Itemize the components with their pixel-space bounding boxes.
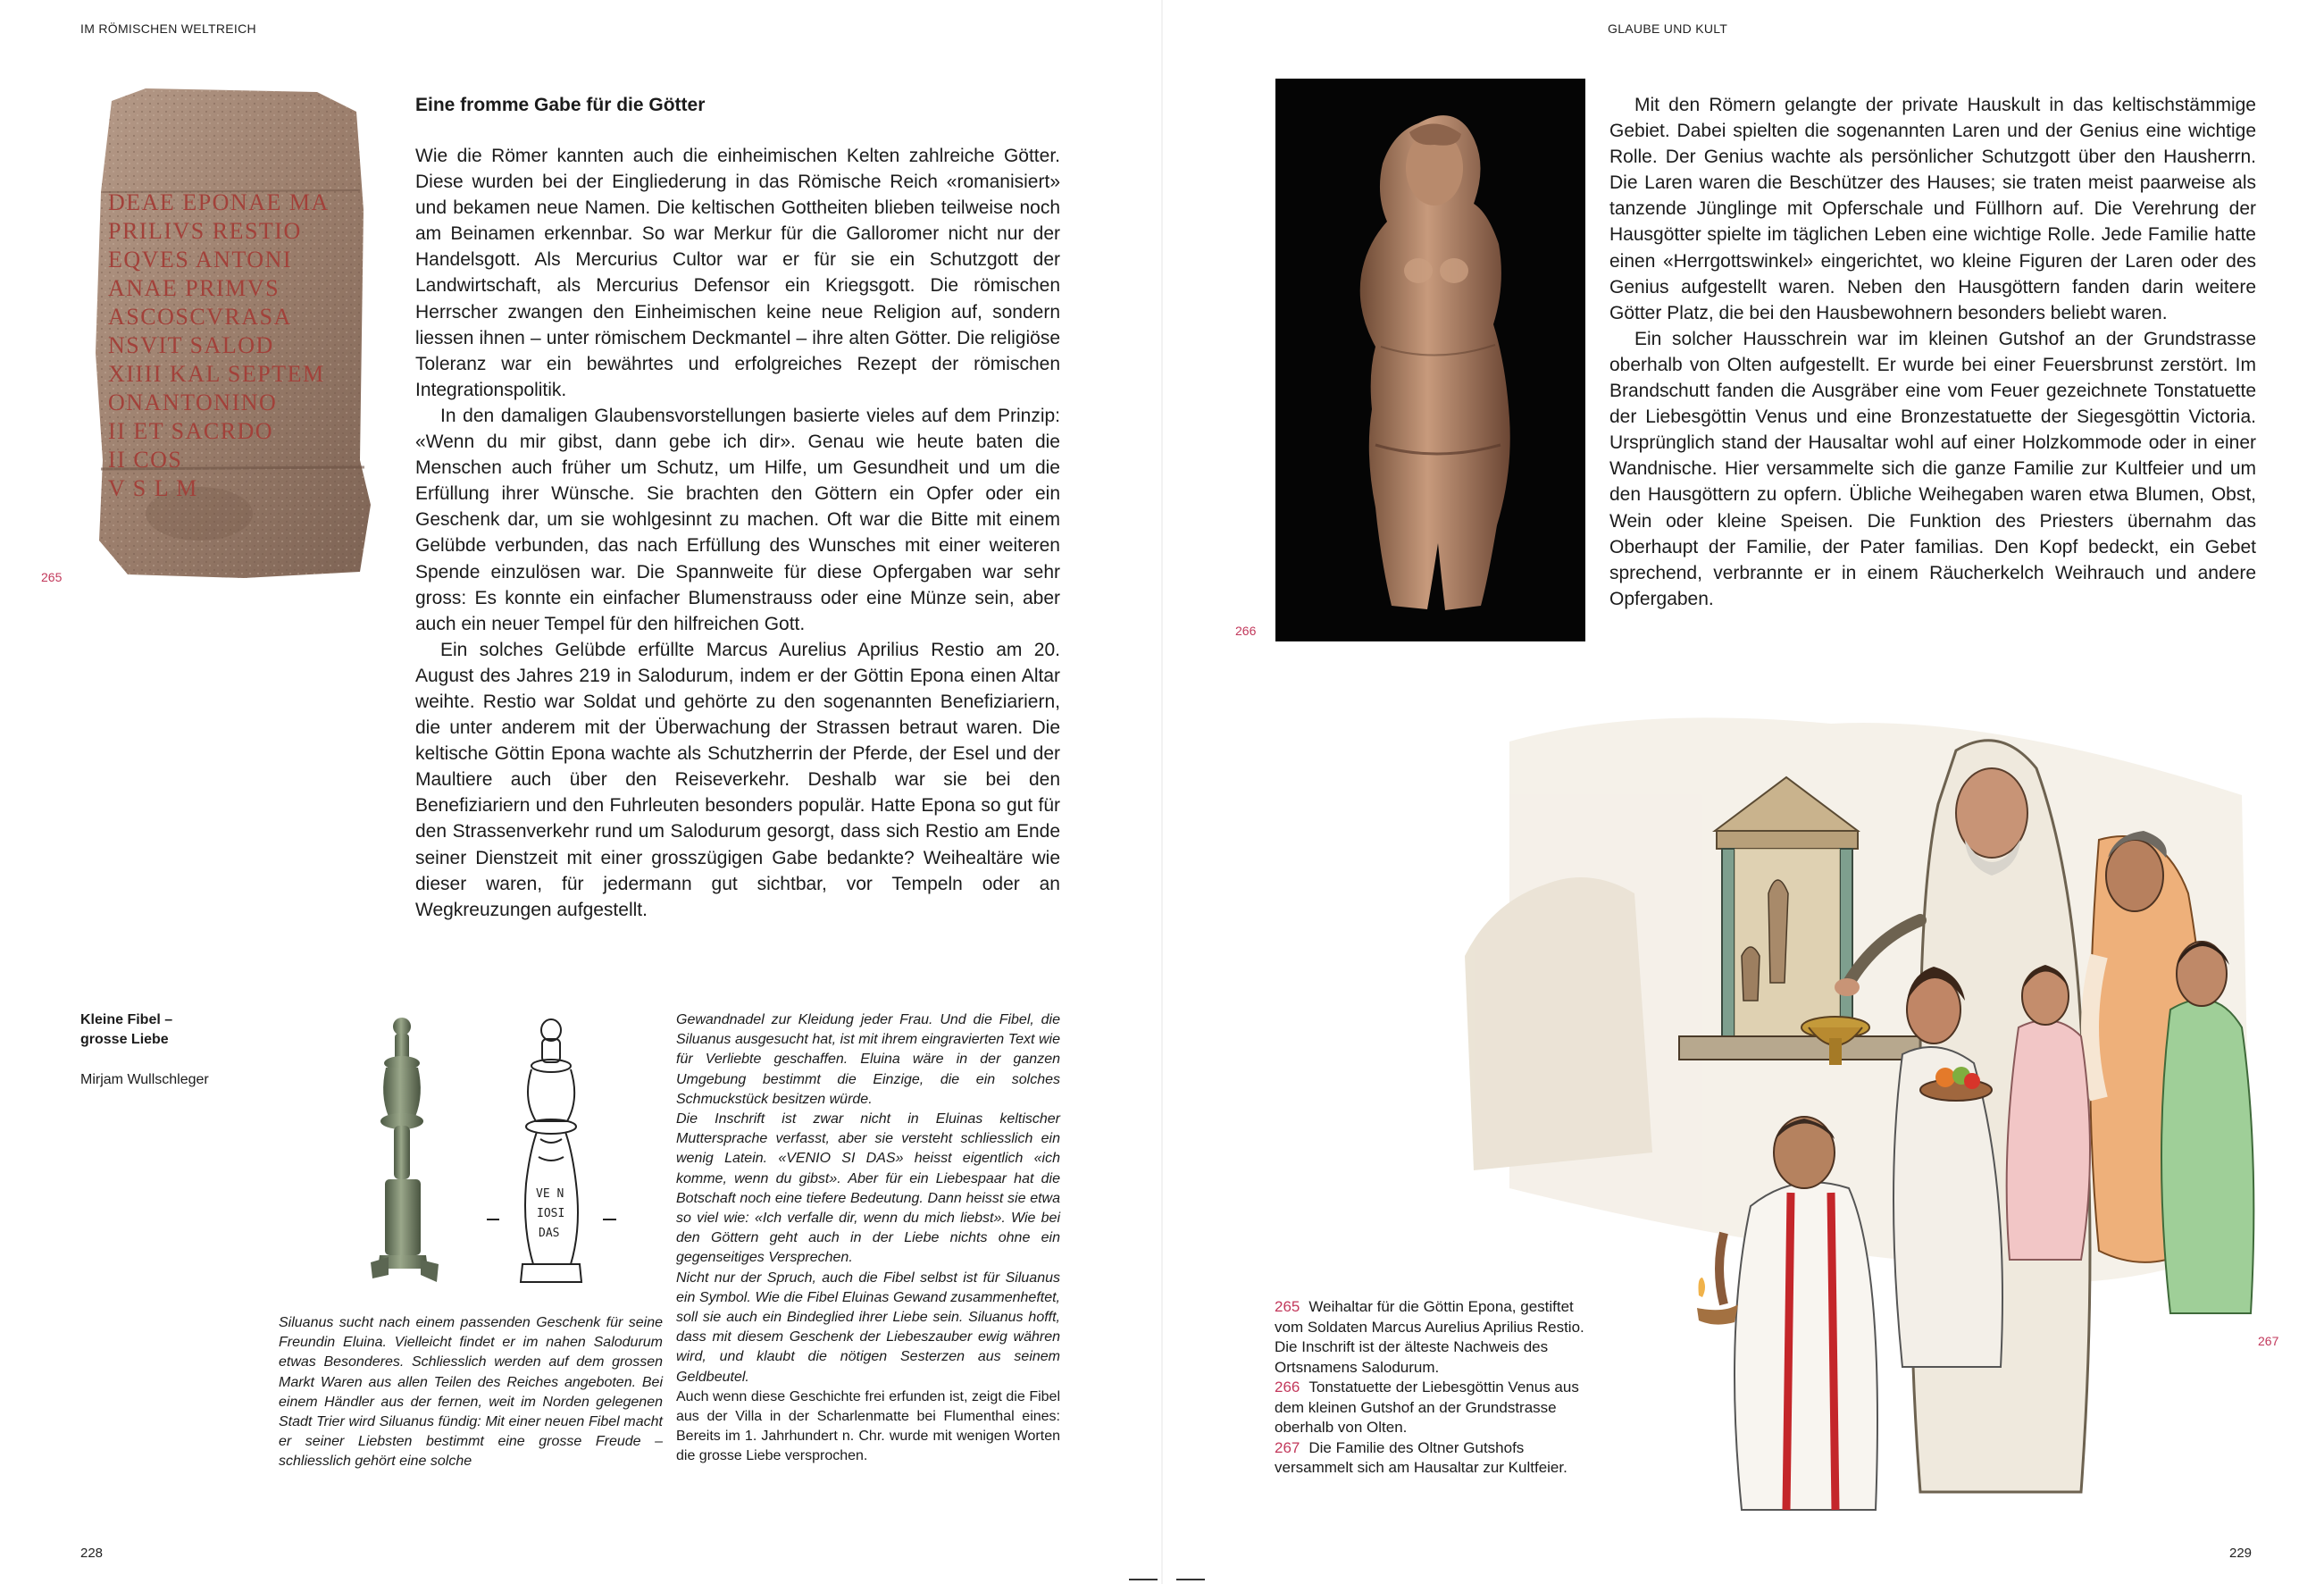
story-paragraph: Die Inschrift ist zwar nicht in Eluinas keltischer Muttersprache verfasst, aber sie versteht schliesslich ein wenig Latein. «VENIO SI DAS» heisst eigentlich «ich komme, wenn du gibst». Aber für ein Liebespaar hat die Botschaft noch eine tiefere Bedeutung. Dann heisst sie etwa so viel wie: «Ich verfalle dir, wenn du mich liebst». Wie bei den Göttern geht auch in der Liebe nichts ohne ein gegenseitiges Versprechen. <box>676 1111 1060 1266</box>
page-number-left: 228 <box>80 1546 104 1561</box>
altar-line: II ET SACRDO <box>108 418 274 444</box>
altar-stone-image <box>92 85 371 581</box>
story-paragraph: Siluanus sucht nach einem passenden Geschenk für seine Freundin Eluina. Vielleicht findet er im nahen Salodurum etwas Besonderes. Schliesslich werden auf dem grossen Markt Waren aus allen Teilen des Reiches angeboten. Bei einem Händler aus der fernen, weit im Norden gelegenen Stadt Trier wird Siluanus fündig: Mit einer neuen Fibel macht er seiner Liebsten bestimmt eine grosse Freude – schliesslich gehört eine solche <box>279 1315 663 1470</box>
paragraph: Ein solches Gelübde erfüllte Marcus Aurelius Aprilius Restio am 20. August des Jahres 219 in Salodurum, indem er der Göttin Epona einen Altar weihte. Restio war Soldat und gehörte zu den sogenannten Benefiziariern, die unter anderem mit der Überwachung der Strassen betraut waren. Die keltische Göttin Epona wachte als Schutzherrin der Pferde, der Esel und der Maultiere auch über den Reiseverkehr. Deshalb war sie bei den Benefiziariern und den Fuhrleuten besonders populär. Hatte Epona so gut für den Strassenverkehr rund um Salodurum gesorgt, dass sich Restio am Ende seiner Dienstzeit mit einer grosszügigen Gabe bedankte? Weihealtäre wie dieser waren, für jedermann gut sichtbar, vor Tempeln oder an Wegkreuzungen aufgestellt. <box>415 639 1060 920</box>
paragraph: In den damaligen Glaubensvorstellungen basierte vieles auf dem Prinzip: «Wenn du mir gibst, dann gebe ich dir». Genau wie heute baten die Menschen auch früher um Schutz, um Hilfe, um Gesundheit und um die Erfüllung ihrer Wünsche. Sie brachten den Göttern ein Opfer oder ein Geschenk dar, um sie wohlgesinnt zu machen. Oft war die Bitte mit einem Gelübde verbunden, das nach Erfüllung des Wunsches mit einer weiteren Spende einzulösen war. Die Spannweite für diese Opfergaben war sehr gross: Es konnte ein einfacher Blumenstrauss oder eine Münze sein, aber auch ein neuer Tempel für den hilfreichen Gott. <box>415 405 1060 634</box>
inscription-line: DAS <box>539 1227 560 1240</box>
running-head-right: GLAUBE UND KULT <box>1608 21 1728 36</box>
paragraph: Ein solcher Hausschrein war im kleinen Gutshof an der Grundstrasse oberhalb von Olten aufgestellt. Er wurde bei einer Feuersbrunst zerstört. Im Brandschutt fanden die Ausgräber eine vom Feuer gezeichnete Tonstatuette der Liebesgöttin Venus und eine Bronzestatuette der Siegesgöttin Victoria. Ursprünglich stand der Hausaltar wohl auf einer Holzkommode oder in einer Wandnische. Hier versammelte sich die ganze Familie zur Kultfeier und um den Hausgöttern zu opfern. Übliche Weihegaben waren etwa Blumen, Obst, Wein oder kleine Speisen. Die Funktion des Priesters übernahm das Oberhaupt der Familie, der Pater familias. Den Kopf bedeckt, ein Gebet sprechend, verbrannte er in einem Räucherkelch Weihrauch und andere Opfergaben. <box>1609 328 2256 609</box>
sidebar-title <box>80 1010 172 1050</box>
altar-line: EQVES ANTONI <box>108 247 293 272</box>
figure-number-265: 265 <box>41 570 63 584</box>
figure-number-267: 267 <box>2258 1334 2279 1348</box>
altar-line: ONANTONINO <box>108 390 278 415</box>
crop-mark <box>1176 1579 1205 1580</box>
paragraph: Mit den Römern gelangte der private Hauskult in das keltischstämmige Gebiet. Dabei spielten die sogenannten Laren und der Genius eine wichtige Rolle. Der Genius wachte als persönlicher Schutzgott über den Hausherrn. Die Laren waren die Beschützer des Hauses; sie traten meist paarweise als tanzende Jünglinge mit Opferschale und Füllhorn auf. Die Verehrung der Hausgötter spielte im täglichen Leben eine wichtige Rolle. Jede Familie hatte einen «Herrgottswinkel» eingerichtet, wo kleine Figuren der Laren oder des Genius aufgestellt waren. Neben den Hausgöttern fanden darin weitere Götter Platz, die bei den Hausbewohnern besonders beliebt waren. <box>1609 95 2256 323</box>
altar-line: ANAE PRIMVS <box>108 275 280 301</box>
inscription-line: VE N <box>536 1187 564 1201</box>
sidebar-story-col2 <box>676 1010 1060 1467</box>
sidebar-title-line: grosse Liebe <box>80 1032 169 1047</box>
altar-line: XIIII KAL SEPTEM <box>108 361 325 387</box>
venus-statuette-image <box>1275 79 1585 641</box>
caption-number: 267 <box>1275 1438 1300 1456</box>
altar-line: V S L M <box>108 475 198 501</box>
caption-266 <box>1275 1378 1596 1438</box>
sidebar-story-col1 <box>279 1313 663 1472</box>
sidebar-title-line: Kleine Fibel – <box>80 1012 173 1027</box>
altar-line: NSVIT SALOD <box>108 332 274 358</box>
figure-number-266: 266 <box>1235 624 1257 638</box>
fibula-drawing <box>487 1014 616 1300</box>
figure-captions <box>1275 1297 1596 1479</box>
caption-text: Weihaltar für die Göttin Epona, gestiftet vom Soldaten Marcus Aurelius Aprilius Restio. Die Inschrift ist der älteste Nachweis des Ortsnamens Salodurum. <box>1275 1298 1584 1376</box>
crop-mark <box>1129 1579 1158 1580</box>
paragraph: Wie die Römer kannten auch die einheimischen Kelten zahlreiche Götter. Diese wurden bei der Eingliederung in das Römische Reich «romanisiert» und bekamen neue Namen. Die keltischen Gottheiten blieben teilweise noch am Beinamen erkennbar. So war Merkur für die Galloromer nicht nur der Handelsgott. Als Mercurius Cultor war er für sie ein Schutzgott der Landwirtschaft, als Mercurius Defensor ein Kriegsgott. Die römischen Herrscher zwangen den Einheimischen keine neue Religion auf, sondern liessen ihnen – unter römischem Deckmantel – ihre alten Götter. Die religiöse Toleranz war ein bewährtes und erfolgreiches Rezept der römischen Integrationspolitik. <box>415 146 1060 400</box>
altar-line: ASCOSCVRASA <box>108 304 292 330</box>
altar-line: DEAE EPONAE MA <box>108 189 330 215</box>
story-paragraph: Nicht nur der Spruch, auch die Fibel selbst ist für Siluanus ein Symbol. Wie die Fibel Eluinas Gewand zusammenheftet, soll sie auch ein Bindeglied ihrer Liebe sein. Siluanus hofft, dass mit diesem Geschenk der Liebeszauber ewig währen wird, und klaubt die nötigen Sesterzen aus seinem Geldbeutel. <box>676 1270 1060 1385</box>
altar-line: PRILIVS RESTIO <box>108 218 302 244</box>
inscription-line: IOSI <box>537 1207 565 1220</box>
caption-number: 266 <box>1275 1379 1300 1395</box>
gutter <box>1161 0 1163 1584</box>
caption-number: 265 <box>1275 1298 1300 1315</box>
page-number-right: 229 <box>2229 1546 2253 1561</box>
caption-267 <box>1275 1438 1596 1479</box>
altar-line: II COS <box>108 447 183 473</box>
story-paragraph: Auch wenn diese Geschichte frei erfunden ist, zeigt die Fibel aus der Villa in der Scharlenmatte bei Flumenthal eines: Bereits im 1. Jahrhundert n. Chr. wurde mit wenigen Worten die grosse Liebe versprochen. <box>676 1388 1060 1464</box>
sidebar-author: Mirjam Wullschleger <box>80 1072 209 1087</box>
article-body-right <box>1609 92 2256 612</box>
fibula-photo <box>353 1014 451 1282</box>
caption-265 <box>1275 1297 1596 1378</box>
caption-text: Die Familie des Oltner Gutshofs versammelt sich am Hausaltar zur Kultfeier. <box>1275 1438 1567 1476</box>
running-head-left: IM RÖMISCHEN WELTREICH <box>80 21 256 36</box>
story-paragraph: Gewandnadel zur Kleidung jeder Frau. Und die Fibel, die Siluanus ausgesucht hat, ist mit ihrem eingravierten Text wie für Verliebte geschaffen. Eluina wäre in der ganzen Umgebung bestimmt die Einzige, die ein solches Schmuckstück besitzen würde. <box>676 1012 1060 1107</box>
article-body-left <box>415 143 1060 923</box>
article-title: Eine fromme Gabe für die Götter <box>415 95 706 115</box>
caption-text: Tonstatuette der Liebesgöttin Venus aus dem kleinen Gutshof an der Grundstrasse oberhalb von Olten. <box>1275 1379 1579 1436</box>
